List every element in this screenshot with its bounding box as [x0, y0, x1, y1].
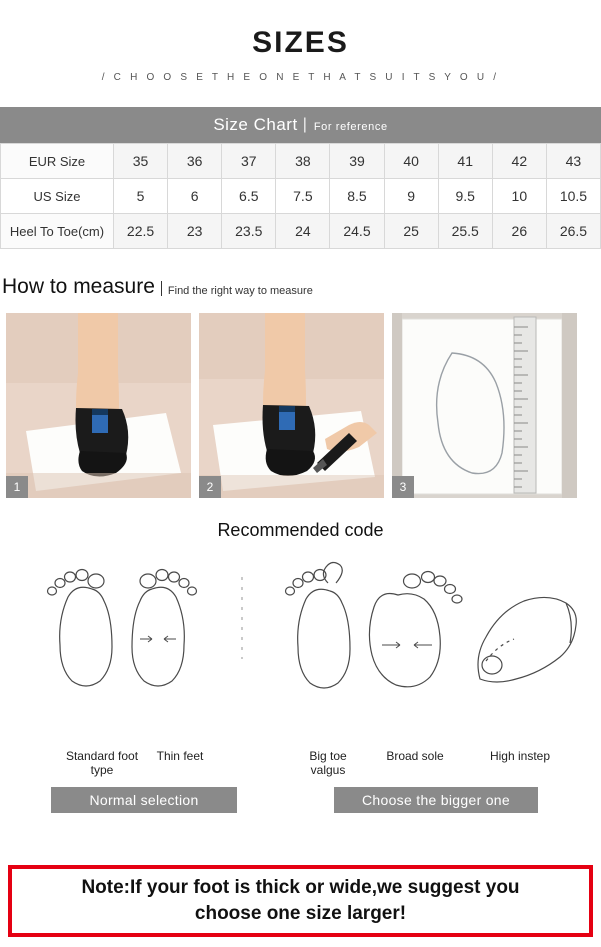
standard-foot-shape: [48, 570, 113, 687]
foot-type-labels: [0, 749, 601, 783]
row-label: EUR Size: [1, 144, 114, 179]
table-cell: 5: [114, 179, 168, 214]
table-row: [1, 144, 601, 179]
table-cell: 26.5: [546, 214, 600, 249]
row-label: Heel To Toe(cm): [1, 214, 114, 249]
table-cell: 22.5: [114, 214, 168, 249]
table-cell: 39: [330, 144, 384, 179]
table-cell: 26: [492, 214, 546, 249]
note-box: [8, 865, 593, 937]
ruler-measure-illustration: [392, 313, 577, 498]
table-cell: 9: [384, 179, 438, 214]
table-cell: 7.5: [276, 179, 330, 214]
choose-bigger-one-button[interactable]: Choose the bigger one: [334, 787, 538, 813]
high-instep-shape: [478, 597, 576, 682]
table-cell: 35: [114, 144, 168, 179]
size-chart-section: [0, 107, 601, 249]
foot-on-paper-illustration: [6, 313, 191, 498]
measure-step-photo-2: [199, 313, 384, 498]
size-chart-table: [0, 143, 601, 249]
foot-label-broad-sole: Broad sole: [386, 749, 444, 763]
recommended-title: Recommended code: [217, 520, 384, 540]
measure-step-photo-3: [392, 313, 577, 498]
divider: [161, 281, 162, 296]
how-to-measure-subtitle: Find the right way to measure: [167, 285, 313, 297]
table-cell: 25: [384, 214, 438, 249]
page-subtitle: / C H O O S E T H E O N E T H A T S U I T S Y O U /: [101, 72, 500, 83]
table-cell: 41: [438, 144, 492, 179]
foot-label-standard: Standard foot type: [65, 749, 139, 777]
big-toe-valgus-shape: [286, 562, 351, 688]
table-cell: 37: [222, 144, 276, 179]
table-cell: 8.5: [330, 179, 384, 214]
table-cell: 10.5: [546, 179, 600, 214]
table-cell: 38: [276, 144, 330, 179]
how-to-measure-title: How to measure: [2, 275, 155, 298]
foot-types-illustration: [0, 549, 601, 749]
foot-label-thin: Thin feet: [156, 749, 204, 763]
how-to-measure-header: [0, 275, 601, 299]
step-number: 2: [199, 476, 221, 498]
note-line-1: Note:If your foot is thick or wide,we suggest you: [81, 877, 520, 898]
table-cell: 24: [276, 214, 330, 249]
step-number: 3: [392, 476, 414, 498]
table-cell: 36: [168, 144, 222, 179]
row-label: US Size: [1, 179, 114, 214]
measure-photos: [0, 313, 601, 498]
table-cell: 6.5: [222, 179, 276, 214]
table-cell: 25.5: [438, 214, 492, 249]
foot-label-high-instep: High instep: [489, 749, 551, 763]
thin-foot-shape: [132, 570, 197, 687]
normal-selection-button[interactable]: Normal selection: [51, 787, 237, 813]
table-cell: 10: [492, 179, 546, 214]
tracing-foot-illustration: [199, 313, 384, 498]
table-cell: 43: [546, 144, 600, 179]
measure-step-photo-1: [6, 313, 191, 498]
table-cell: 24.5: [330, 214, 384, 249]
note-line-2: choose one size larger!: [194, 903, 407, 924]
foot-label-valgus: Big toe valgus: [309, 749, 347, 777]
table-cell: 23.5: [222, 214, 276, 249]
table-row: [1, 179, 601, 214]
size-chart-separator: |: [302, 116, 307, 133]
table-cell: 6: [168, 179, 222, 214]
table-cell: 40: [384, 144, 438, 179]
table-cell: 9.5: [438, 179, 492, 214]
step-number: 1: [6, 476, 28, 498]
broad-sole-shape: [369, 572, 462, 687]
table-row: [1, 214, 601, 249]
table-cell: 23: [168, 214, 222, 249]
size-chart-header: [0, 107, 601, 143]
recommendation-buttons: [0, 787, 601, 827]
size-chart-title: Size Chart: [213, 115, 298, 134]
size-chart-note: For reference: [313, 121, 388, 133]
table-cell: 42: [492, 144, 546, 179]
page-title: SIZES: [252, 26, 349, 59]
foot-shapes-svg: [0, 549, 601, 744]
